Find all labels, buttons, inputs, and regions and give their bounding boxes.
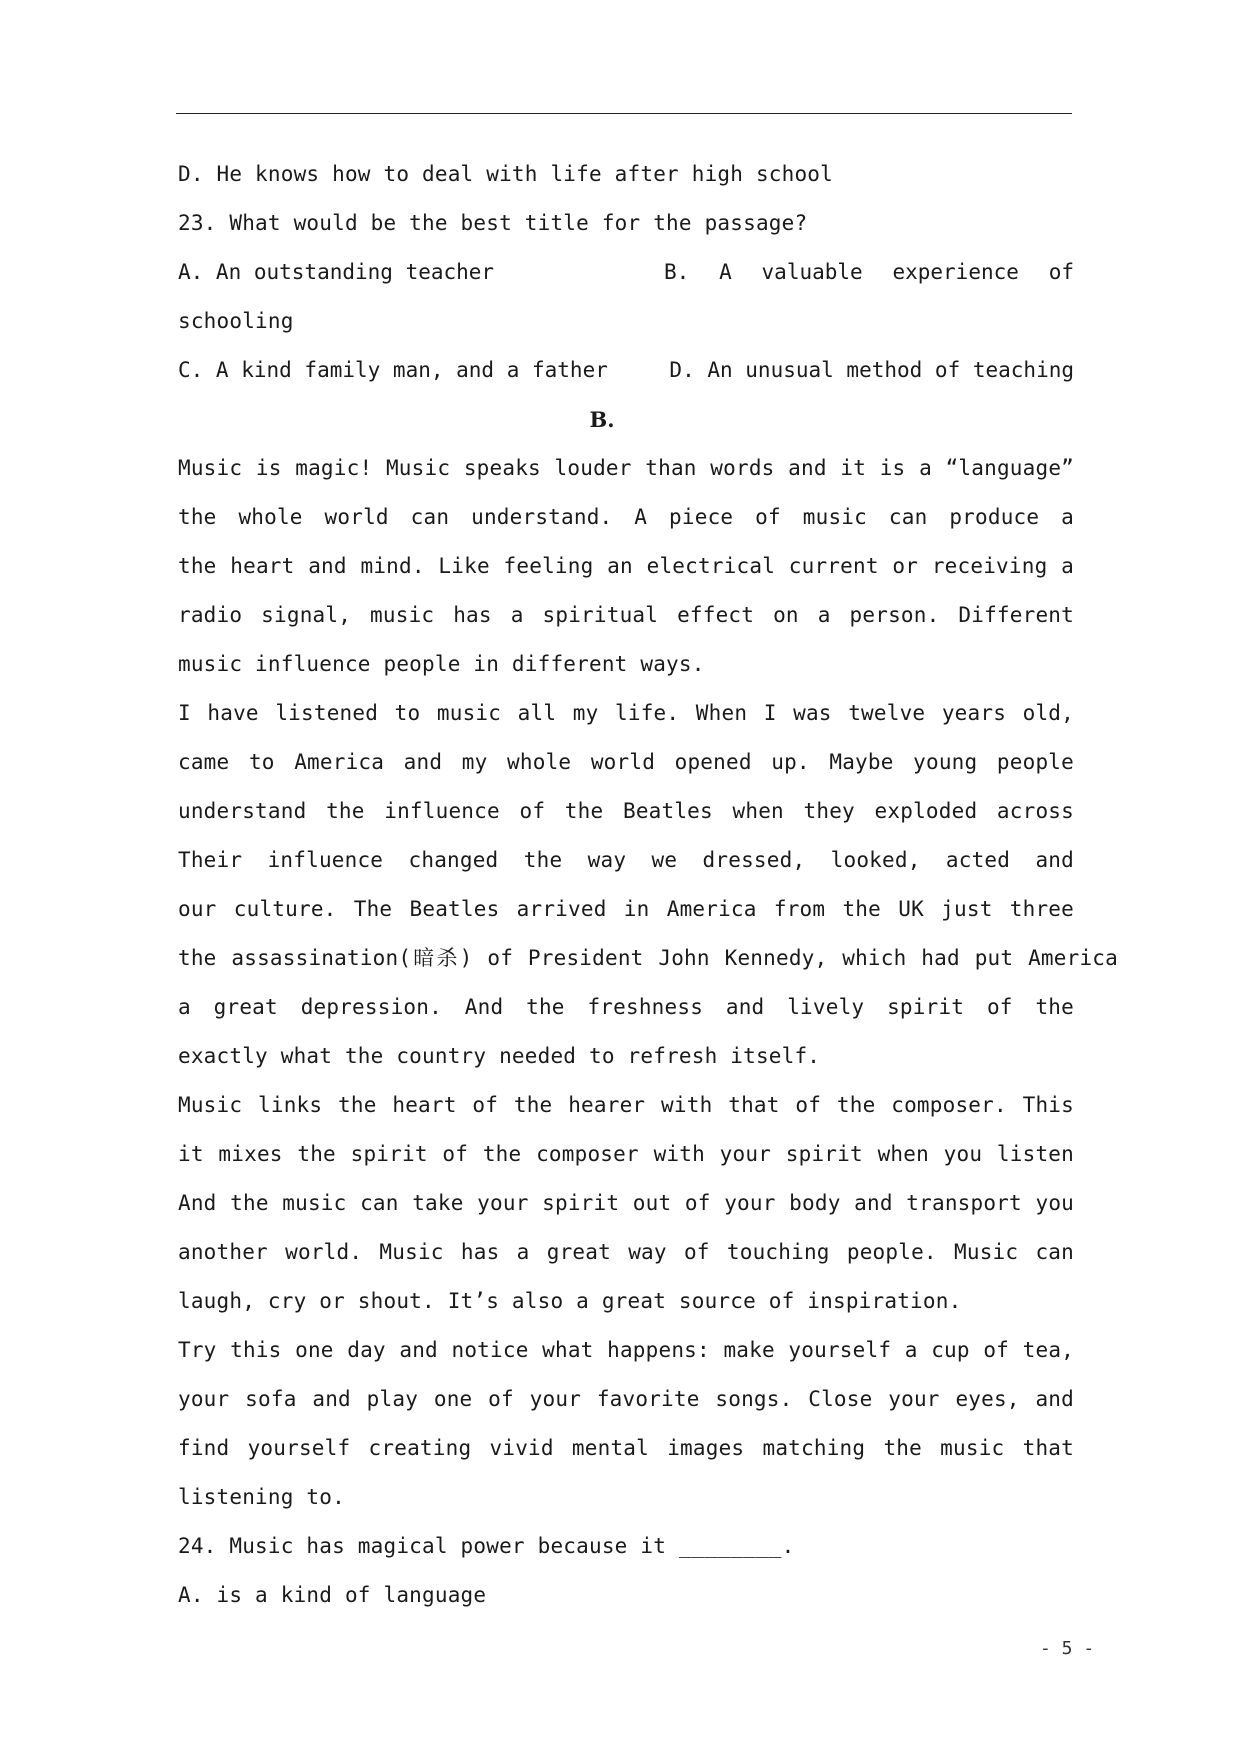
passage-line: exactly what the country needed to refresh itself. [178,1044,821,1068]
passage-line: laugh, cry or shout. It’s also a great source of inspiration. [178,1289,962,1313]
q22-option-d: D. He knows how to deal with life after high school [178,162,833,186]
passage-line: a great depression. And the freshness and lively spirit of the [178,995,1074,1019]
passage-line: it mixes the spirit of the composer with your spirit when you listen [178,1142,1074,1166]
passage-line: understand the influence of the Beatles when they exploded across [178,799,1074,823]
header-rule [176,113,1072,114]
passage-line: Their influence changed the way we dressed, looked, acted and [178,848,1074,872]
q23-option-b-continued: schooling [178,309,294,333]
q23-option-c: C. A kind family man, and a father [178,358,608,382]
passage-line: came to America and my whole world opened up. Maybe young people [178,750,1074,774]
passage-line: the whole world can understand. A piece of music can produce a [178,505,1074,529]
q23-option-a: A. An outstanding teacher [178,260,495,284]
passage-line: our culture. The Beatles arrived in America from the UK just three [178,897,1074,921]
passage-line: another world. Music has a great way of touching people. Music can [178,1240,1074,1264]
q24-option-a: A. is a kind of language [178,1583,487,1607]
passage-line: your sofa and play one of your favorite songs. Close your eyes, and [178,1387,1074,1411]
q23-option-d: D. An unusual method of teaching [669,358,1074,382]
q24-stem: 24. Music has magical power because it ________. [178,1534,795,1558]
page-content [178,150,1118,1620]
passage-line: radio signal, music has a spiritual effect on a person. Different [178,603,1074,627]
passage-line: And the music can take your spirit out of your body and transport you [178,1191,1074,1215]
q23-stem: 23. What would be the best title for the passage? [178,211,808,235]
passage-line: listening to. [178,1485,345,1509]
section-b-label: B. [589,407,615,432]
passage-line: Try this one day and notice what happens: make yourself a cup of tea, [178,1338,1074,1362]
q23-options-row-1 [178,248,1074,297]
passage-line: the assassination(暗杀) of President John Kennedy, which had put America [178,946,1118,970]
passage-line: the heart and mind. Like feeling an electrical current or receiving a [178,554,1074,578]
page-number: - 5 - [1040,1638,1095,1659]
passage-line: Music links the heart of the hearer with that of the composer. This [178,1093,1074,1117]
passage [178,444,1118,1522]
passage-line: I have listened to music all my life. When I was twelve years old, [178,701,1074,725]
passage-line: Music is magic! Music speaks louder than words and it is a “language” [178,456,1074,480]
q23-options-row-2 [178,346,1074,395]
passage-line: find yourself creating vivid mental images matching the music that [178,1436,1074,1460]
passage-line: music influence people in different ways. [178,652,705,676]
q23-option-b: B. A valuable experience of [664,260,1074,284]
